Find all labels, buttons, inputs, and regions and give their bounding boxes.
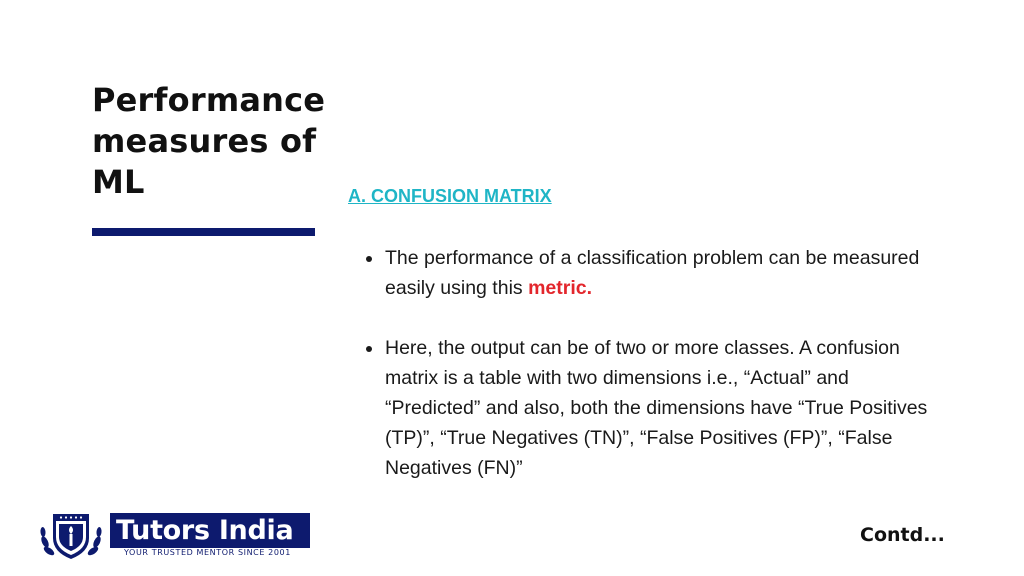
title-line-1: Performance — [92, 81, 326, 119]
bullet-text-1: The performance of a classification problem can be measured easily using this — [385, 247, 920, 299]
slide-title — [92, 80, 342, 203]
title-line-2: measures of — [92, 122, 317, 160]
title-underline-bar — [92, 228, 315, 236]
title-line-3: ML — [92, 163, 145, 201]
logo-tagline-text: YOUR TRUSTED MENTOR SINCE 2001 — [124, 548, 291, 557]
bullet-dot-icon — [366, 346, 372, 352]
logo-name-text: Tutors India — [110, 513, 310, 548]
laurel-crest-icon — [37, 512, 105, 560]
section-heading-link[interactable]: A. CONFUSION MATRIX — [348, 186, 552, 206]
tutors-india-logo — [37, 512, 294, 560]
continued-note: Contd... — [860, 524, 945, 546]
bullet-dot-icon — [366, 256, 372, 262]
bullet-item-1 — [366, 243, 946, 303]
bullet-item-2 — [366, 333, 946, 483]
bullet-highlight-metric: metric. — [528, 277, 593, 299]
bullet-list — [366, 243, 946, 513]
bullet-text-2: Here, the output can be of two or more classes. A confusion matrix is a table with two dimensions i.e., “Actual” and “Predicted” and also, both the dimensions have “True Positives (TP)”, “True Negatives (TN)”, “False Positives (FP)”, “False Negatives (FN)” — [385, 337, 928, 479]
